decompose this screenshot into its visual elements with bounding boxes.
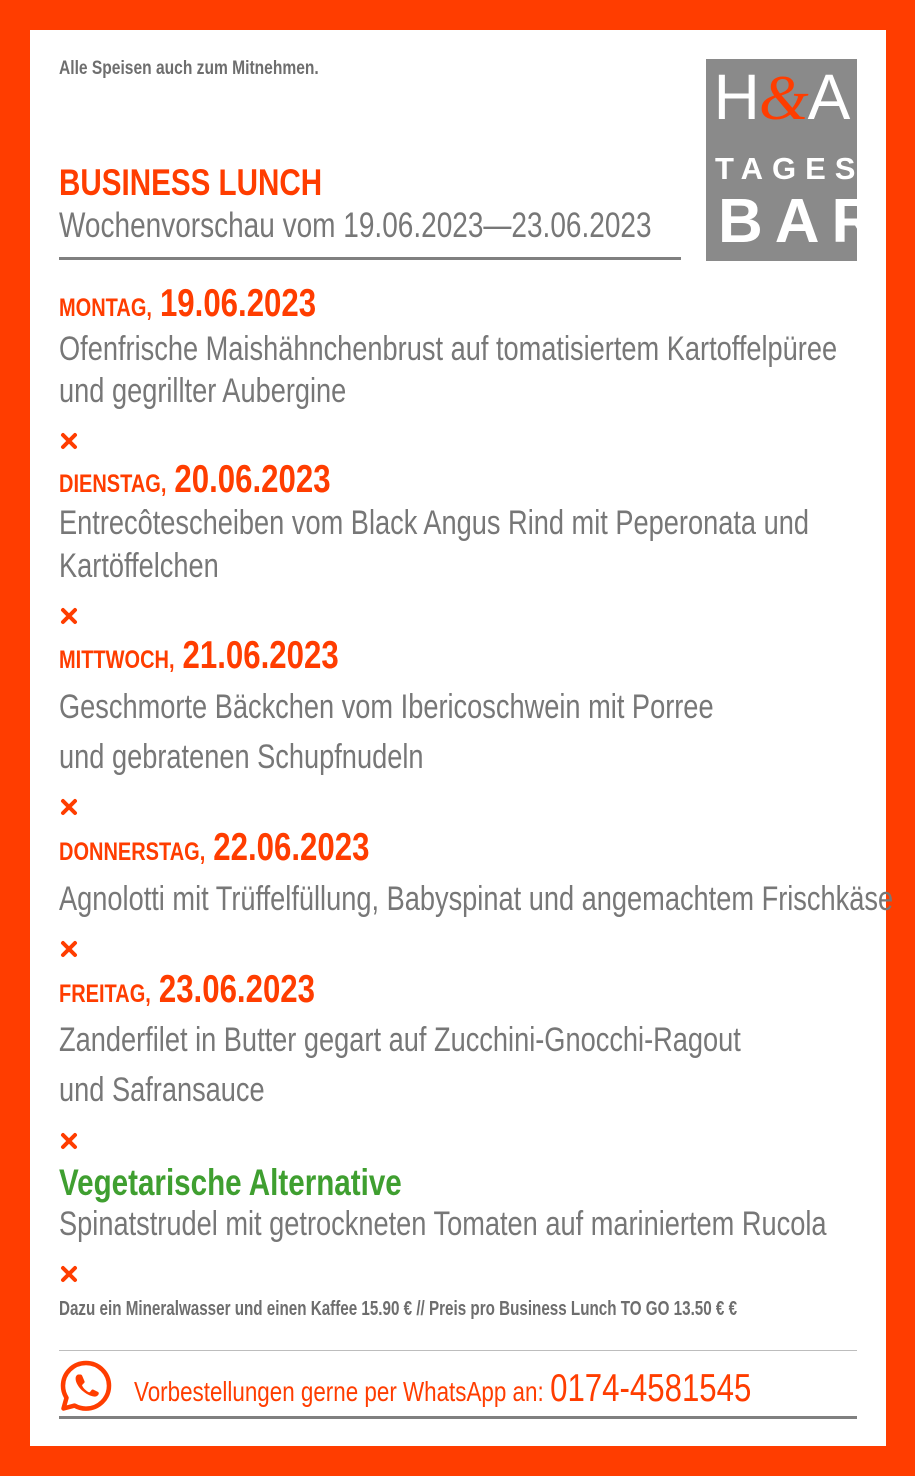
order-label: Vorbestellungen gerne per WhatsApp an: bbox=[134, 1376, 544, 1407]
page-title: BUSINESS LUNCH bbox=[59, 162, 323, 203]
logo-bar: BAR bbox=[718, 187, 889, 256]
x-mark-icon bbox=[60, 1265, 78, 1283]
header-divider bbox=[59, 257, 681, 260]
whatsapp-phone-number[interactable]: 0174-4581545 bbox=[550, 1367, 752, 1410]
whatsapp-icon bbox=[59, 1359, 113, 1413]
order-line bbox=[134, 1367, 751, 1411]
x-mark-icon bbox=[60, 798, 78, 816]
day-heading-thursday: DONNERSTAG, 22.06.2023 bbox=[59, 826, 370, 869]
dish-vegetarian: Spinatstrudel mit getrockneten Tomaten auf mariniertem Rucola bbox=[59, 1205, 827, 1243]
takeaway-note: Alle Speisen auch zum Mitnehmen. bbox=[59, 58, 319, 79]
dish-tuesday-line2: Kartöffelchen bbox=[59, 547, 219, 585]
day-heading-monday: MONTAG, 19.06.2023 bbox=[59, 282, 317, 325]
bottom-divider bbox=[59, 1416, 857, 1419]
week-preview-subtitle: Wochenvorschau vom 19.06.2023—23.06.2023 bbox=[59, 206, 652, 245]
vegetarian-heading: Vegetarische Alternative bbox=[59, 1162, 402, 1203]
logo bbox=[706, 59, 889, 261]
footer-divider bbox=[59, 1350, 857, 1351]
day-heading-friday: FREITAG, 23.06.2023 bbox=[59, 968, 316, 1011]
dish-friday-line2: und Safransauce bbox=[59, 1071, 265, 1109]
dish-wednesday-line2: und gebratenen Schupfnudeln bbox=[59, 738, 424, 776]
logo-tages: TAGES bbox=[715, 151, 865, 186]
x-mark-icon bbox=[60, 940, 78, 958]
logo-ha: H&A bbox=[713, 61, 850, 133]
menu-card bbox=[30, 30, 894, 1446]
dish-tuesday-line1: Entrecôtescheiben vom Black Angus Rind mit Peperonata und bbox=[59, 504, 809, 542]
dish-monday-line2: und gegrillter Aubergine bbox=[59, 372, 347, 410]
x-mark-icon bbox=[60, 1132, 78, 1150]
day-heading-tuesday: DIENSTAG, 20.06.2023 bbox=[59, 458, 331, 501]
x-mark-icon bbox=[60, 432, 78, 450]
dish-thursday-line1: Agnolotti mit Trüffelfüllung, Babyspinat und angemachtem Frischkäse bbox=[59, 880, 894, 918]
dish-monday-line1: Ofenfrische Maishähnchenbrust auf tomatisiertem Kartoffelpüree bbox=[59, 330, 838, 368]
x-mark-icon bbox=[60, 607, 78, 625]
day-heading-wednesday: MITTWOCH, 21.06.2023 bbox=[59, 634, 339, 677]
dish-wednesday-line1: Geschmorte Bäckchen vom Ibericoschwein mit Porree bbox=[59, 688, 714, 726]
dish-friday-line1: Zanderfilet in Butter gegart auf Zucchini-Gnocchi-Ragout bbox=[59, 1021, 741, 1059]
price-note: Dazu ein Mineralwasser und einen Kaffee 15.90 € // Preis pro Business Lunch TO GO 13.50 € € bbox=[59, 1298, 738, 1320]
